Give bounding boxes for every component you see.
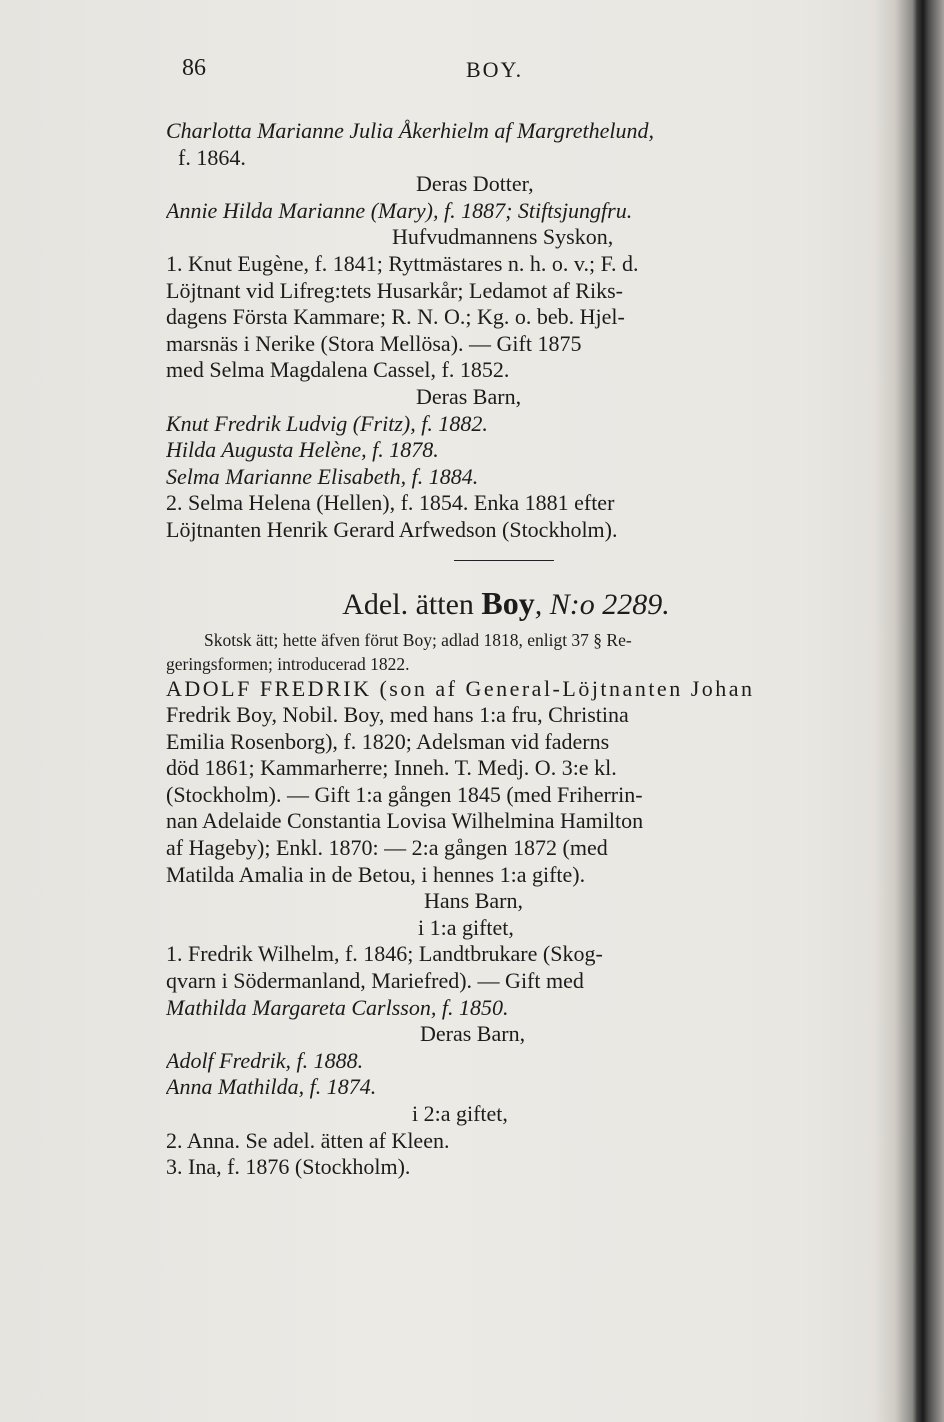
text-line: Anna Mathilda, f. 1874. bbox=[166, 1074, 377, 1100]
text-line: dagens Första Kammare; R. N. O.; Kg. o. beb. Hjel- bbox=[166, 304, 625, 330]
section-divider bbox=[166, 544, 856, 578]
intro-line: Skotsk ätt; hette äfven förut Boy; adlad 1818, enligt 37 § Re- bbox=[204, 629, 632, 650]
text-line: Selma Marianne Elisabeth, f. 1884. bbox=[166, 463, 479, 489]
text-line: Deras Dotter, bbox=[416, 171, 534, 197]
text-line: Adolf Fredrik, f. 1888. bbox=[166, 1047, 364, 1073]
page-body bbox=[166, 118, 856, 1181]
text-line: Hans Barn, bbox=[424, 888, 523, 914]
text-line: 2. Selma Helena (Hellen), f. 1854. Enka 1881 efter bbox=[166, 490, 615, 516]
text-line: af Hageby); Enkl. 1870: — 2:a gången 1872 (med bbox=[166, 835, 608, 861]
text-line: (Stockholm). — Gift 1:a gången 1845 (med Friherrin- bbox=[166, 781, 643, 807]
text-line: ADOLF FREDRIK (son af General-Löjtnanten Johan bbox=[166, 675, 755, 701]
text-line: f. 1864. bbox=[178, 144, 246, 170]
text-line: Matilda Amalia in de Betou, i hennes 1:a gifte). bbox=[166, 861, 586, 887]
page-header bbox=[0, 55, 944, 95]
running-title: BOY. bbox=[466, 57, 524, 82]
text-line: nan Adelaide Constantia Lovisa Wilhelmina Hamilton bbox=[166, 808, 644, 834]
text-line: Löjtnant vid Lifreg:tets Husarkår; Ledamot af Riks- bbox=[166, 277, 623, 303]
text-line: Annie Hilda Marianne (Mary), f. 1887; Stiftsjungfru. bbox=[166, 197, 633, 223]
text-line: med Selma Magdalena Cassel, f. 1852. bbox=[166, 357, 510, 383]
divider-rule bbox=[454, 560, 554, 561]
text-line: qvarn i Södermanland, Mariefred). — Gift med bbox=[166, 968, 584, 994]
text-line: marsnäs i Nerike (Stora Mellösa). — Gift 1875 bbox=[166, 330, 582, 356]
heading-family-name: Boy bbox=[481, 584, 535, 621]
text-line: Deras Barn, bbox=[416, 383, 522, 409]
text-line: 1. Knut Eugène, f. 1841; Ryttmästares n. h. o. v.; F. d. bbox=[166, 250, 639, 276]
heading-number: , N:o 2289. bbox=[534, 587, 670, 621]
text-line: Hilda Augusta Helène, f. 1878. bbox=[166, 437, 439, 463]
text-line: Knut Fredrik Ludvig (Fritz), f. 1882. bbox=[166, 410, 488, 436]
text-line: Deras Barn, bbox=[420, 1021, 526, 1047]
text-line: 1. Fredrik Wilhelm, f. 1846; Landtbrukare (Skog- bbox=[166, 941, 603, 967]
page-number: 86 bbox=[182, 55, 206, 81]
text-line: Mathilda Margareta Carlsson, f. 1850. bbox=[166, 994, 509, 1020]
text-line: 2. Anna. Se adel. ätten af Kleen. bbox=[166, 1127, 450, 1153]
intro-line: geringsformen; introducerad 1822. bbox=[166, 653, 410, 674]
text-line: död 1861; Kammarherre; Inneh. T. Medj. O. 3:e kl. bbox=[166, 755, 617, 781]
text-line: Löjtnanten Henrik Gerard Arfwedson (Stockholm). bbox=[166, 516, 618, 542]
text-line: Charlotta Marianne Julia Åkerhielm af Margrethelund, bbox=[166, 118, 655, 143]
text-line: Hufvudmannens Syskon, bbox=[392, 224, 614, 250]
text-line: i 2:a giftet, bbox=[412, 1101, 508, 1126]
book-binding-edge bbox=[874, 0, 944, 1422]
text-line: Emilia Rosenborg), f. 1820; Adelsman vid faderns bbox=[166, 728, 610, 754]
heading-prefix: Adel. ätten bbox=[342, 587, 474, 621]
section-heading bbox=[166, 578, 856, 628]
text-line: 3. Ina, f. 1876 (Stockholm). bbox=[166, 1154, 411, 1180]
text-line: Fredrik Boy, Nobil. Boy, med hans 1:a fru, Christina bbox=[166, 702, 629, 728]
text-line: i 1:a giftet, bbox=[418, 914, 514, 940]
